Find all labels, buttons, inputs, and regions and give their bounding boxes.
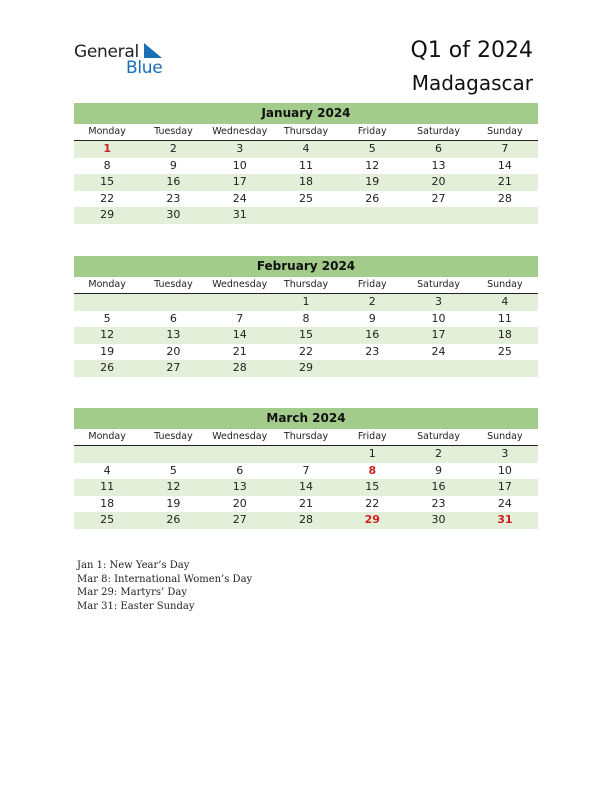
month-calendar-march [74, 408, 538, 529]
day-cell: 2 [140, 141, 206, 158]
empty-day-cell [339, 360, 405, 377]
day-cell: 18 [273, 174, 339, 191]
weekday-label: Friday [339, 429, 405, 446]
day-cell: 29 [339, 512, 405, 529]
empty-day-cell [74, 446, 140, 463]
day-cell: 4 [472, 294, 538, 311]
month-grid [74, 277, 538, 377]
weekday-label: Monday [74, 277, 140, 294]
weekday-label: Thursday [273, 429, 339, 446]
day-cell: 26 [365, 191, 380, 205]
empty-day-cell [273, 446, 339, 463]
day-cell: 7 [472, 141, 538, 158]
generalblue-logo [74, 42, 174, 78]
day-cell: 6 [169, 311, 177, 325]
day-cell: 12 [140, 479, 206, 496]
weekday-label: Tuesday [140, 277, 206, 294]
day-cell: 28 [207, 360, 273, 377]
day-cell: 31 [472, 512, 538, 529]
week-row [74, 311, 538, 328]
day-cell: 25 [298, 191, 313, 205]
month-title: February 2024 [74, 256, 538, 277]
logo-word-general: General [74, 42, 139, 62]
day-cell: 22 [298, 344, 313, 358]
empty-day-cell [140, 446, 206, 463]
day-cell: 28 [273, 512, 339, 529]
day-cell: 11 [497, 311, 512, 325]
weekday-label: Wednesday [207, 277, 273, 294]
day-cell: 5 [103, 311, 111, 325]
month-title: March 2024 [74, 408, 538, 429]
day-cell: 4 [273, 141, 339, 158]
day-cell: 2 [405, 446, 471, 463]
holiday-note: Mar 29: Martyrs’ Day [77, 587, 187, 598]
day-cell: 22 [100, 191, 115, 205]
day-cell: 6 [236, 463, 244, 477]
empty-day-cell [74, 294, 140, 311]
weekday-label: Friday [339, 124, 405, 141]
empty-day-cell [339, 207, 405, 224]
week-row [74, 512, 538, 529]
holiday-note: Mar 31: Easter Sunday [77, 600, 195, 612]
holiday-note: Mar 8: International Women’s Day [77, 573, 253, 585]
day-cell: 23 [166, 191, 181, 205]
day-cell: 11 [298, 158, 313, 172]
empty-day-cell [207, 294, 273, 311]
weekday-label: Saturday [405, 124, 471, 141]
empty-day-cell [405, 207, 471, 224]
day-cell: 25 [74, 512, 140, 529]
day-cell: 24 [232, 191, 247, 205]
day-cell: 24 [497, 496, 512, 510]
page-title: Q1 of 2024 [410, 38, 533, 63]
day-cell: 17 [472, 479, 538, 496]
weekday-label: Sunday [472, 124, 538, 141]
day-cell: 29 [74, 207, 140, 224]
day-cell: 23 [365, 344, 380, 358]
day-cell: 2 [339, 294, 405, 311]
day-cell: 1 [273, 294, 339, 311]
day-cell: 13 [431, 158, 446, 172]
day-cell: 30 [140, 207, 206, 224]
empty-day-cell [207, 446, 273, 463]
holiday-notes [77, 559, 252, 613]
day-cell: 19 [166, 496, 181, 510]
day-cell: 12 [365, 158, 380, 172]
day-cell: 10 [497, 463, 512, 477]
day-cell: 7 [302, 463, 310, 477]
day-cell: 19 [339, 174, 405, 191]
day-cell: 8 [103, 158, 111, 172]
weekday-label: Wednesday [207, 429, 273, 446]
day-cell: 15 [339, 479, 405, 496]
day-cell: 21 [472, 174, 538, 191]
day-cell: 27 [207, 512, 273, 529]
day-cell: 19 [100, 344, 115, 358]
empty-day-cell [140, 294, 206, 311]
weekday-label: Monday [74, 124, 140, 141]
day-cell: 10 [232, 158, 247, 172]
day-cell: 3 [207, 141, 273, 158]
weekday-label: Monday [74, 429, 140, 446]
day-cell: 22 [365, 496, 380, 510]
week-row [74, 158, 538, 175]
day-cell: 11 [74, 479, 140, 496]
week-row [74, 294, 538, 311]
day-cell: 14 [497, 158, 512, 172]
day-cell: 15 [273, 327, 339, 344]
day-cell: 18 [472, 327, 538, 344]
day-cell: 24 [431, 344, 446, 358]
weekday-header-row [74, 124, 538, 141]
week-row [74, 191, 538, 208]
day-cell: 18 [100, 496, 115, 510]
day-cell: 10 [431, 311, 446, 325]
country-name: Madagascar [411, 71, 533, 95]
week-row [74, 446, 538, 463]
day-cell: 7 [236, 311, 244, 325]
week-row [74, 496, 538, 513]
week-row [74, 360, 538, 377]
day-cell: 27 [431, 191, 446, 205]
day-cell: 17 [207, 174, 273, 191]
day-cell: 26 [140, 512, 206, 529]
weekday-label: Thursday [273, 124, 339, 141]
weekday-label: Tuesday [140, 124, 206, 141]
day-cell: 9 [169, 158, 177, 172]
day-cell: 15 [74, 174, 140, 191]
day-cell: 5 [169, 463, 177, 477]
empty-day-cell [472, 360, 538, 377]
day-cell: 1 [339, 446, 405, 463]
weekday-label: Sunday [472, 429, 538, 446]
day-cell: 16 [140, 174, 206, 191]
day-cell: 14 [273, 479, 339, 496]
weekday-label: Saturday [405, 277, 471, 294]
empty-day-cell [405, 360, 471, 377]
day-cell: 30 [405, 512, 471, 529]
week-row [74, 463, 538, 480]
day-cell: 8 [368, 463, 377, 477]
day-cell: 4 [103, 463, 111, 477]
month-grid [74, 124, 538, 224]
day-cell: 16 [339, 327, 405, 344]
day-cell: 13 [207, 479, 273, 496]
empty-day-cell [273, 207, 339, 224]
day-cell: 9 [368, 311, 376, 325]
week-row [74, 344, 538, 361]
day-cell: 14 [207, 327, 273, 344]
day-cell: 29 [273, 360, 339, 377]
weekday-label: Saturday [405, 429, 471, 446]
day-cell: 16 [405, 479, 471, 496]
day-cell: 23 [431, 496, 446, 510]
week-row [74, 141, 538, 158]
logo-word-blue: Blue [126, 58, 163, 78]
weekday-label: Wednesday [207, 124, 273, 141]
day-cell: 3 [405, 294, 471, 311]
day-cell: 9 [435, 463, 443, 477]
weekday-header-row [74, 429, 538, 446]
day-cell: 12 [74, 327, 140, 344]
day-cell: 28 [497, 191, 512, 205]
day-cell: 1 [74, 141, 140, 158]
weekday-header-row [74, 277, 538, 294]
month-calendar-january [74, 103, 538, 224]
week-row [74, 207, 538, 224]
week-row [74, 479, 538, 496]
weekday-label: Sunday [472, 277, 538, 294]
day-cell: 25 [497, 344, 512, 358]
day-cell: 20 [405, 174, 471, 191]
day-cell: 27 [140, 360, 206, 377]
holiday-note: Jan 1: New Year’s Day [77, 560, 190, 571]
day-cell: 17 [405, 327, 471, 344]
logo-triangle-icon [142, 43, 164, 59]
empty-day-cell [472, 207, 538, 224]
month-grid [74, 429, 538, 529]
week-row [74, 174, 538, 191]
day-cell: 8 [302, 311, 310, 325]
week-row [74, 327, 538, 344]
day-cell: 21 [232, 344, 247, 358]
day-cell: 20 [166, 344, 181, 358]
day-cell: 3 [472, 446, 538, 463]
weekday-label: Thursday [273, 277, 339, 294]
day-cell: 13 [140, 327, 206, 344]
weekday-label: Friday [339, 277, 405, 294]
day-cell: 5 [339, 141, 405, 158]
day-cell: 6 [405, 141, 471, 158]
month-calendar-february [74, 256, 538, 377]
day-cell: 20 [232, 496, 247, 510]
month-title: January 2024 [74, 103, 538, 124]
day-cell: 31 [207, 207, 273, 224]
day-cell: 26 [74, 360, 140, 377]
day-cell: 21 [298, 496, 313, 510]
weekday-label: Tuesday [140, 429, 206, 446]
